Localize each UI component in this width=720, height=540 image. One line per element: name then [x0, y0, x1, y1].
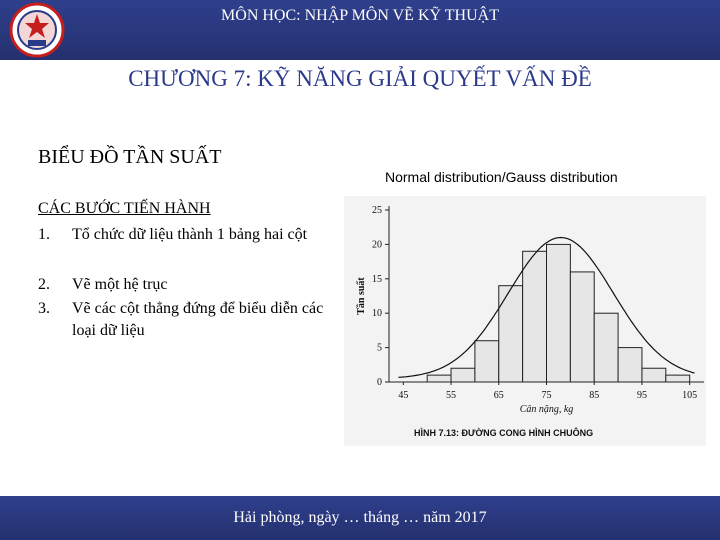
- y-tick-label: 10: [372, 308, 382, 320]
- course-title: MÔN HỌC: NHẬP MÔN VẼ KỸ THUẬT: [221, 7, 499, 24]
- histogram-bar: [642, 368, 666, 382]
- histogram-bar: [570, 272, 594, 382]
- x-tick-label: 75: [541, 390, 552, 401]
- chapter-title: CHƯƠNG 7: KỸ NĂNG GIẢI QUYẾT VẤN ĐỀ: [128, 66, 592, 91]
- y-tick-label: 0: [377, 377, 382, 388]
- step-text: Vẽ các cột thẳng đứng để biểu diễn các loại dữ liệu: [72, 300, 324, 339]
- x-tick-label: 45: [398, 390, 409, 401]
- y-tick-label: 20: [372, 239, 382, 251]
- step-text: Tổ chức dữ liệu thành 1 bảng hai cột: [72, 226, 308, 243]
- y-tick-label: 15: [372, 273, 382, 285]
- histogram-bar: [427, 375, 451, 382]
- steps-title: CÁC BƯỚC TIẾN HÀNH: [38, 200, 211, 217]
- histogram-bar: [547, 244, 571, 382]
- histogram-bar: [451, 368, 475, 382]
- step-number: 2.: [38, 276, 50, 293]
- x-tick-label: 55: [446, 390, 457, 401]
- footer-text: Hải phòng, ngày … tháng … năm 2017: [233, 509, 487, 526]
- histogram-bar: [666, 375, 690, 382]
- histogram-bar: [618, 348, 642, 382]
- histogram-bar: [523, 251, 547, 382]
- x-tick-label: 65: [493, 390, 504, 401]
- x-tick-label: 105: [682, 390, 698, 401]
- x-axis-label: Cân nặng, kg: [519, 404, 574, 415]
- figure-caption: Normal distribution/Gauss distribution: [385, 169, 618, 185]
- histogram-bar: [594, 313, 618, 382]
- y-tick-label: 5: [377, 342, 382, 354]
- y-axis-label: Tần suất: [356, 277, 367, 315]
- histogram-chart: [344, 196, 706, 446]
- step-number: 1.: [38, 226, 50, 243]
- step-text: Vẽ một hệ trục: [72, 276, 168, 293]
- x-tick-label: 85: [589, 390, 600, 401]
- histogram-bar: [499, 286, 523, 382]
- histogram-bar: [475, 341, 499, 382]
- section-title: BIỂU ĐỒ TẦN SUẤT: [38, 146, 222, 168]
- step-number: 3.: [38, 300, 50, 317]
- figure-label: HÌNH 7.13: ĐƯỜNG CONG HÌNH CHUÔNG: [414, 428, 594, 438]
- x-tick-label: 95: [636, 390, 647, 401]
- y-tick-label: 25: [372, 205, 382, 216]
